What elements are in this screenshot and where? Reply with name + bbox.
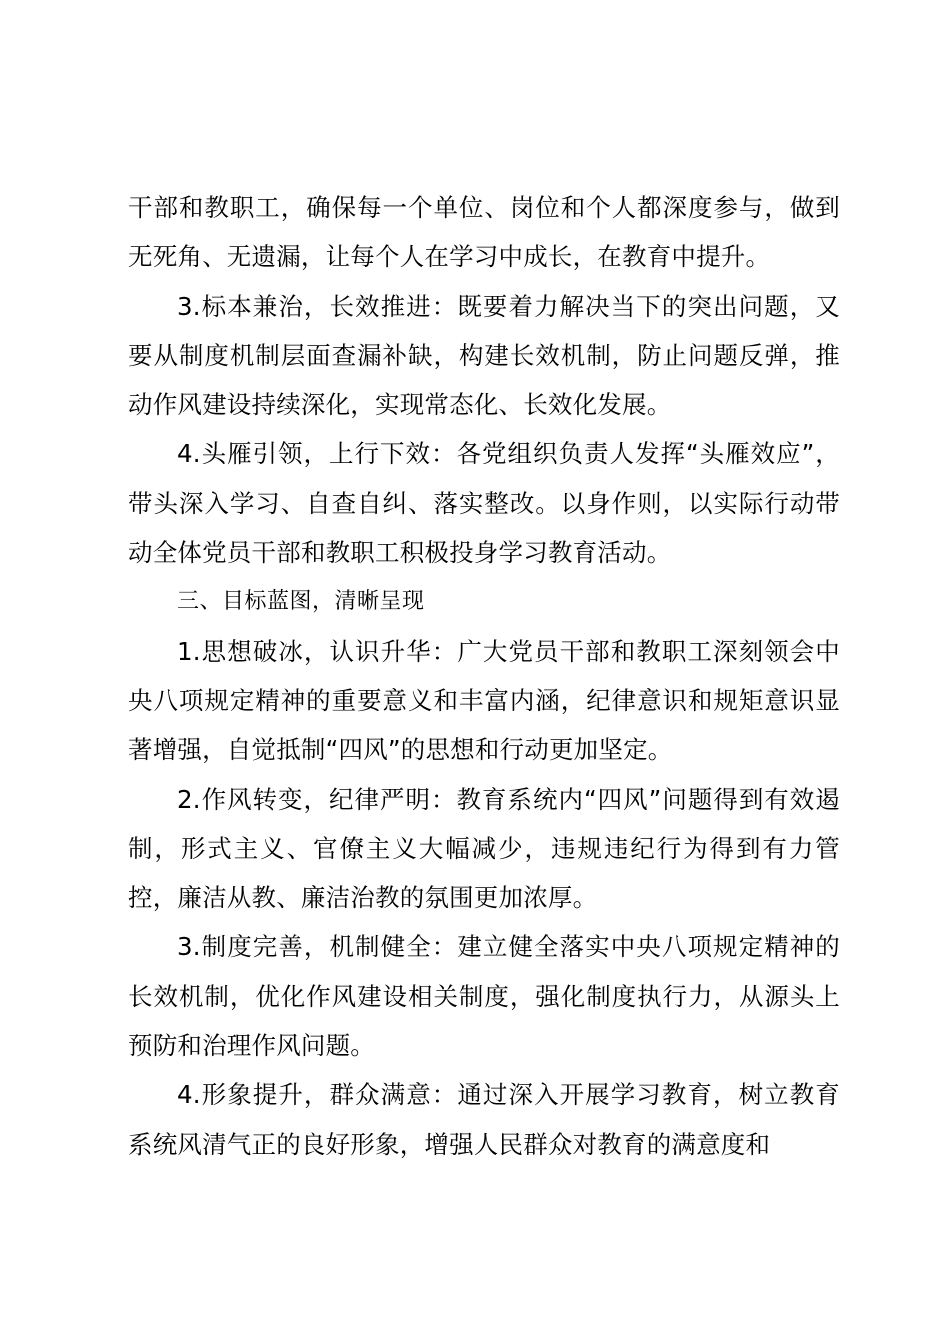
paragraph-item-4-leadership: 4.头雁引领，上行下效：各党组织负责人发挥“头雁效应”，带头深入学习、自查自纠、落实整改。以身作则，以实际行动带动全体党员干部和教职工积极投身学习教育活动。 [128, 439, 840, 568]
paragraph-goal-4-image: 4.形象提升，群众满意：通过深入开展学习教育，树立教育系统风清气正的良好形象，增强人民群众对教育的满意度和 [128, 1080, 840, 1159]
section-heading: 三、目标蓝图，清晰呈现 [177, 589, 425, 615]
paragraph-item-3-standards: 3.标本兼治，长效推进：既要着力解决当下的突出问题，又要从制度机制层面查漏补缺，构建长效机制，防止问题反弹，推动作风建设持续深化，实现常态化、长效化发展。 [128, 291, 840, 420]
paragraph-goal-1-thinking: 1.思想破冰，认识升华：广大党员干部和教职工深刻领会中央八项规定精神的重要意义和丰富内涵，纪律意识和规矩意识显著增强，自觉抵制“四风”的思想和行动更加坚定。 [128, 636, 840, 765]
paragraph-goal-3-system: 3.制度完善，机制健全：建立健全落实中央八项规定精神的长效机制，优化作风建设相关制度，强化制度执行力，从源头上预防和治理作风问题。 [128, 932, 840, 1061]
paragraph-continuation: 干部和教职工，确保每一个单位、岗位和个人都深度参与，做到无死角、无遗漏，让每个人在学习中成长，在教育中提升。 [128, 193, 840, 272]
paragraph-goal-2-style: 2.作风转变，纪律严明：教育系统内“四风”问题得到有效遏制，形式主义、官僚主义大幅减少，违规违纪行为得到有力管控，廉洁从教、廉洁治教的氛围更加浓厚。 [128, 784, 840, 913]
